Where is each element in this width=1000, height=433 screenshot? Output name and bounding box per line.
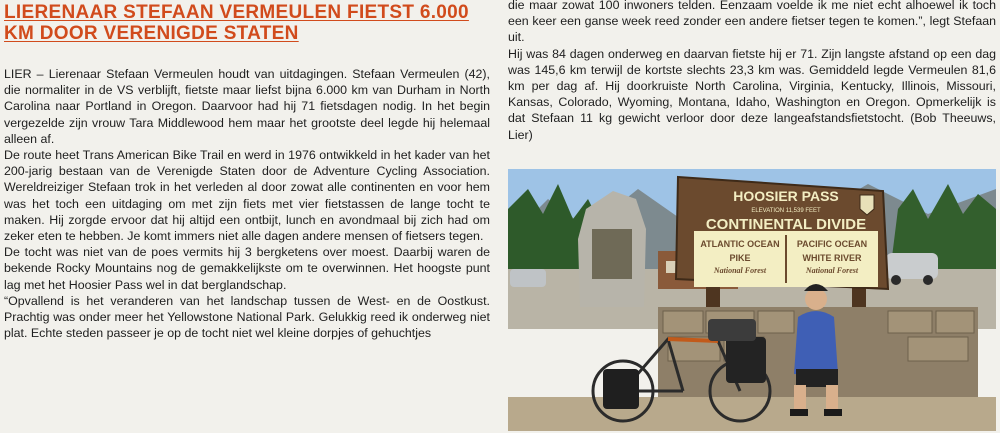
article-body-left — [4, 66, 490, 341]
left-column — [4, 0, 490, 341]
article-body-right — [508, 0, 996, 143]
paragraph-quote-continued: die maar zowat 100 inwoners telden. Eenzaam voelde ik me niet echt alhoewel ik toch een keer een ganse week reed zonder een andere fietser tegen te komen.”, legt Stefaan uit. — [508, 0, 996, 45]
paragraph-route: De route heet Trans American Bike Trail en werd in 1976 ontwikkeld in het kader van het 200-jarig bestaan van de Verenigde Staten door de Adventure Cycling Association. Wereldreiziger Stefaan trok in het verleden al door zowat alle continenten en voor hem was het toch een uitdaging om met zijn fiets met vier fietstassen de lange tocht te maken. Hij zorgde ervoor dat hij altijd een ontbijt, lunch en avondmaal bij zich had om zeker eten te hebben. Je komt immers niet alle dagen andere mensen of fietsers tegen. — [4, 148, 490, 244]
paragraph-quote: “Opvallend is het veranderen van het landschap tussen de West- en de Oostkust. Prachtig was onder meer het Yellowstone National Park. Gelukkig reed ik onderweg niet plat. Echte steden passeer je op de tocht niet wel kleine dorpjes of gehuchtjes — [4, 293, 490, 341]
sign-left-ocean: ATLANTIC OCEAN — [700, 239, 780, 249]
article-photo — [508, 169, 996, 431]
right-column — [508, 0, 996, 143]
paragraph-mountains: De tocht was niet van de poes vermits hij 3 bergketens over moest. Daarbij waren de bekende Rocky Mountains nog de gemakkelijkste om te overwinnen. Het hoogste punt lag met het Hoosier Pass wel in dat berglandschap. — [4, 245, 490, 292]
sign-right-forest-type: National Forest — [805, 266, 859, 275]
article-headline: LIERENAAR STEFAAN VERMEULEN FIETST 6.000 KM DOOR VERENIGDE STATEN — [4, 2, 469, 44]
sign-left-forest-name: PIKE — [729, 253, 751, 263]
sign-divide: CONTINENTAL DIVIDE — [705, 216, 867, 233]
sign-title: HOOSIER PASS — [733, 188, 839, 204]
paragraph-statistics: Hij was 84 dagen onderweg en daarvan fietste hij er 71. Zijn langste afstand op een dag was 145,6 km terwijl de kortste slechts 23,3 km was. Gemiddeld legde Vermeulen 81,6 km per dag af. Hij doorkruiste North Carolina, Virginia, Kentucky, Illinois, Missouri, Kansas, Colorado, Wyoming, Montana, Idaho, Washington en Oregon. Opmerkelijk is dat Stefaan 11 kg gewicht verloor door deze langeafstandsfietstocht. (Bob Theeuws, Lier) — [508, 46, 996, 142]
sign-left-forest-type: National Forest — [713, 266, 767, 275]
sign-right-forest-name: WHITE RIVER — [802, 253, 862, 263]
sign-right-ocean: PACIFIC OCEAN — [796, 239, 868, 249]
paragraph-intro: LIER – Lierenaar Stefaan Vermeulen houdt van uitdagingen. Stefaan Vermeulen (42), die normaliter in de VS verblijft, fietste maar liefst bijna 6.000 km van Durham in North Carolina naar Portland in Oregon. Daarvoor had hij 71 fietsdagen nodig. In het begin vergezelde zijn vrouw Tara Middlewood hem maar het grootste deel legde hij helemaal alleen af. — [4, 67, 490, 146]
sign-elevation: ELEVATION 11,539 FEET — [751, 208, 821, 214]
